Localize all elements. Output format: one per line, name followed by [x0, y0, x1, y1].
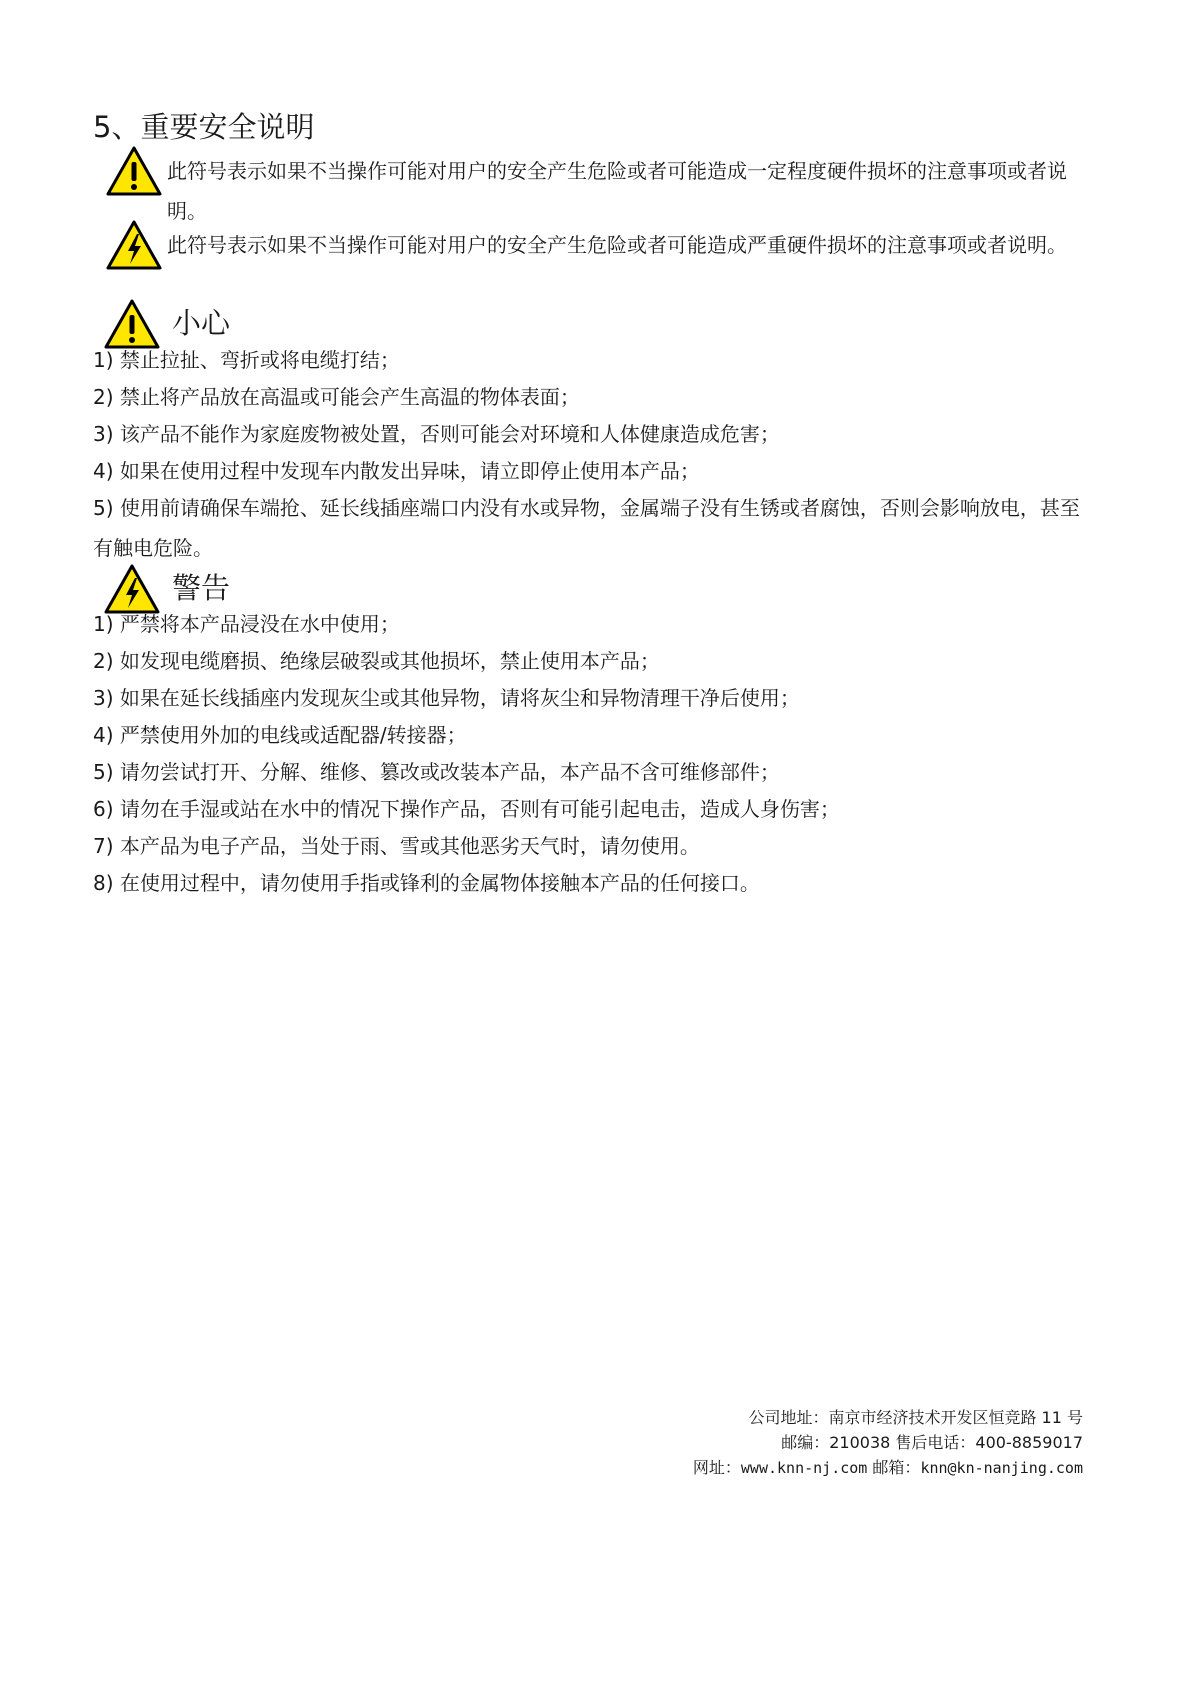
- list-item: 8) 在使用过程中，请勿使用手指或锋利的金属物体接触本产品的任何接口。: [93, 871, 760, 895]
- lightning-triangle-icon: [105, 219, 163, 271]
- list-item: 6) 请勿在手湿或站在水中的情况下操作产品，否则有可能引起电击，造成人身伤害；: [93, 797, 840, 821]
- warning-legend: [93, 225, 1083, 271]
- list-item: 5) 使用前请确保车端抢、延长线插座端口内没有水或异物，金属端子没有生锈或者腐蚀，否则会影响放电，甚至有触电危险。: [93, 496, 1080, 560]
- list-item: 2) 禁止将产品放在高温或可能会产生高温的物体表面；: [93, 385, 580, 409]
- list-item: 7) 本产品为电子产品，当处于雨、雪或其他恶劣天气时，请勿使用。: [93, 834, 700, 858]
- footer-web: [693, 1456, 1083, 1480]
- email-label: 邮箱：: [867, 1458, 921, 1477]
- list-item: 2) 如发现电缆磨损、绝缘层破裂或其他损坏，禁止使用本产品；: [93, 649, 660, 673]
- list-item: 3) 如果在延长线插座内发现灰尘或其他异物，请将灰尘和异物清理干净后使用；: [93, 686, 800, 710]
- section-title: 5、重要安全说明: [93, 110, 315, 144]
- hotline-label: 售后电话：: [890, 1433, 976, 1452]
- hotline-value: 400-8859017: [975, 1433, 1083, 1452]
- caution-legend-text: 此符号表示如果不当操作可能对用户的安全产生危险或者可能造成一定程度硬件损坏的注意事项或者说明。: [167, 159, 1067, 223]
- list-item: 4) 如果在使用过程中发现车内散发出异味，请立即停止使用本产品；: [93, 459, 700, 483]
- list-item: 5) 请勿尝试打开、分解、维修、篡改或改装本产品，本产品不含可维修部件；: [93, 760, 780, 784]
- exclamation-triangle-icon: [105, 145, 163, 197]
- email-link[interactable]: knn@kn-nanjing.com: [920, 1459, 1083, 1477]
- postcode-value: 210038: [829, 1433, 891, 1452]
- list-item: 1) 严禁将本产品浸没在水中使用；: [93, 612, 400, 636]
- footer-address: 公司地址：南京市经济技术开发区恒竞路 11 号: [748, 1408, 1083, 1427]
- caution-legend: [93, 151, 1083, 231]
- footer-contact: [781, 1431, 1083, 1455]
- website-link[interactable]: www.knn-nj.com: [740, 1459, 868, 1477]
- list-item: 4) 严禁使用外加的电线或适配器/转接器；: [93, 723, 467, 747]
- website-label: 网址：: [692, 1458, 741, 1477]
- caution-heading-text: 小心: [172, 306, 231, 340]
- list-item: 3) 该产品不能作为家庭废物被处置，否则可能会对环境和人体健康造成危害；: [93, 422, 780, 446]
- warning-heading-text: 警告: [172, 571, 231, 605]
- warning-legend-text: 此符号表示如果不当操作可能对用户的安全产生危险或者可能造成严重硬件损坏的注意事项或者说明。: [167, 233, 1067, 257]
- postcode-label: 邮编：: [781, 1433, 830, 1452]
- list-item: 1) 禁止拉扯、弯折或将电缆打结；: [93, 348, 400, 372]
